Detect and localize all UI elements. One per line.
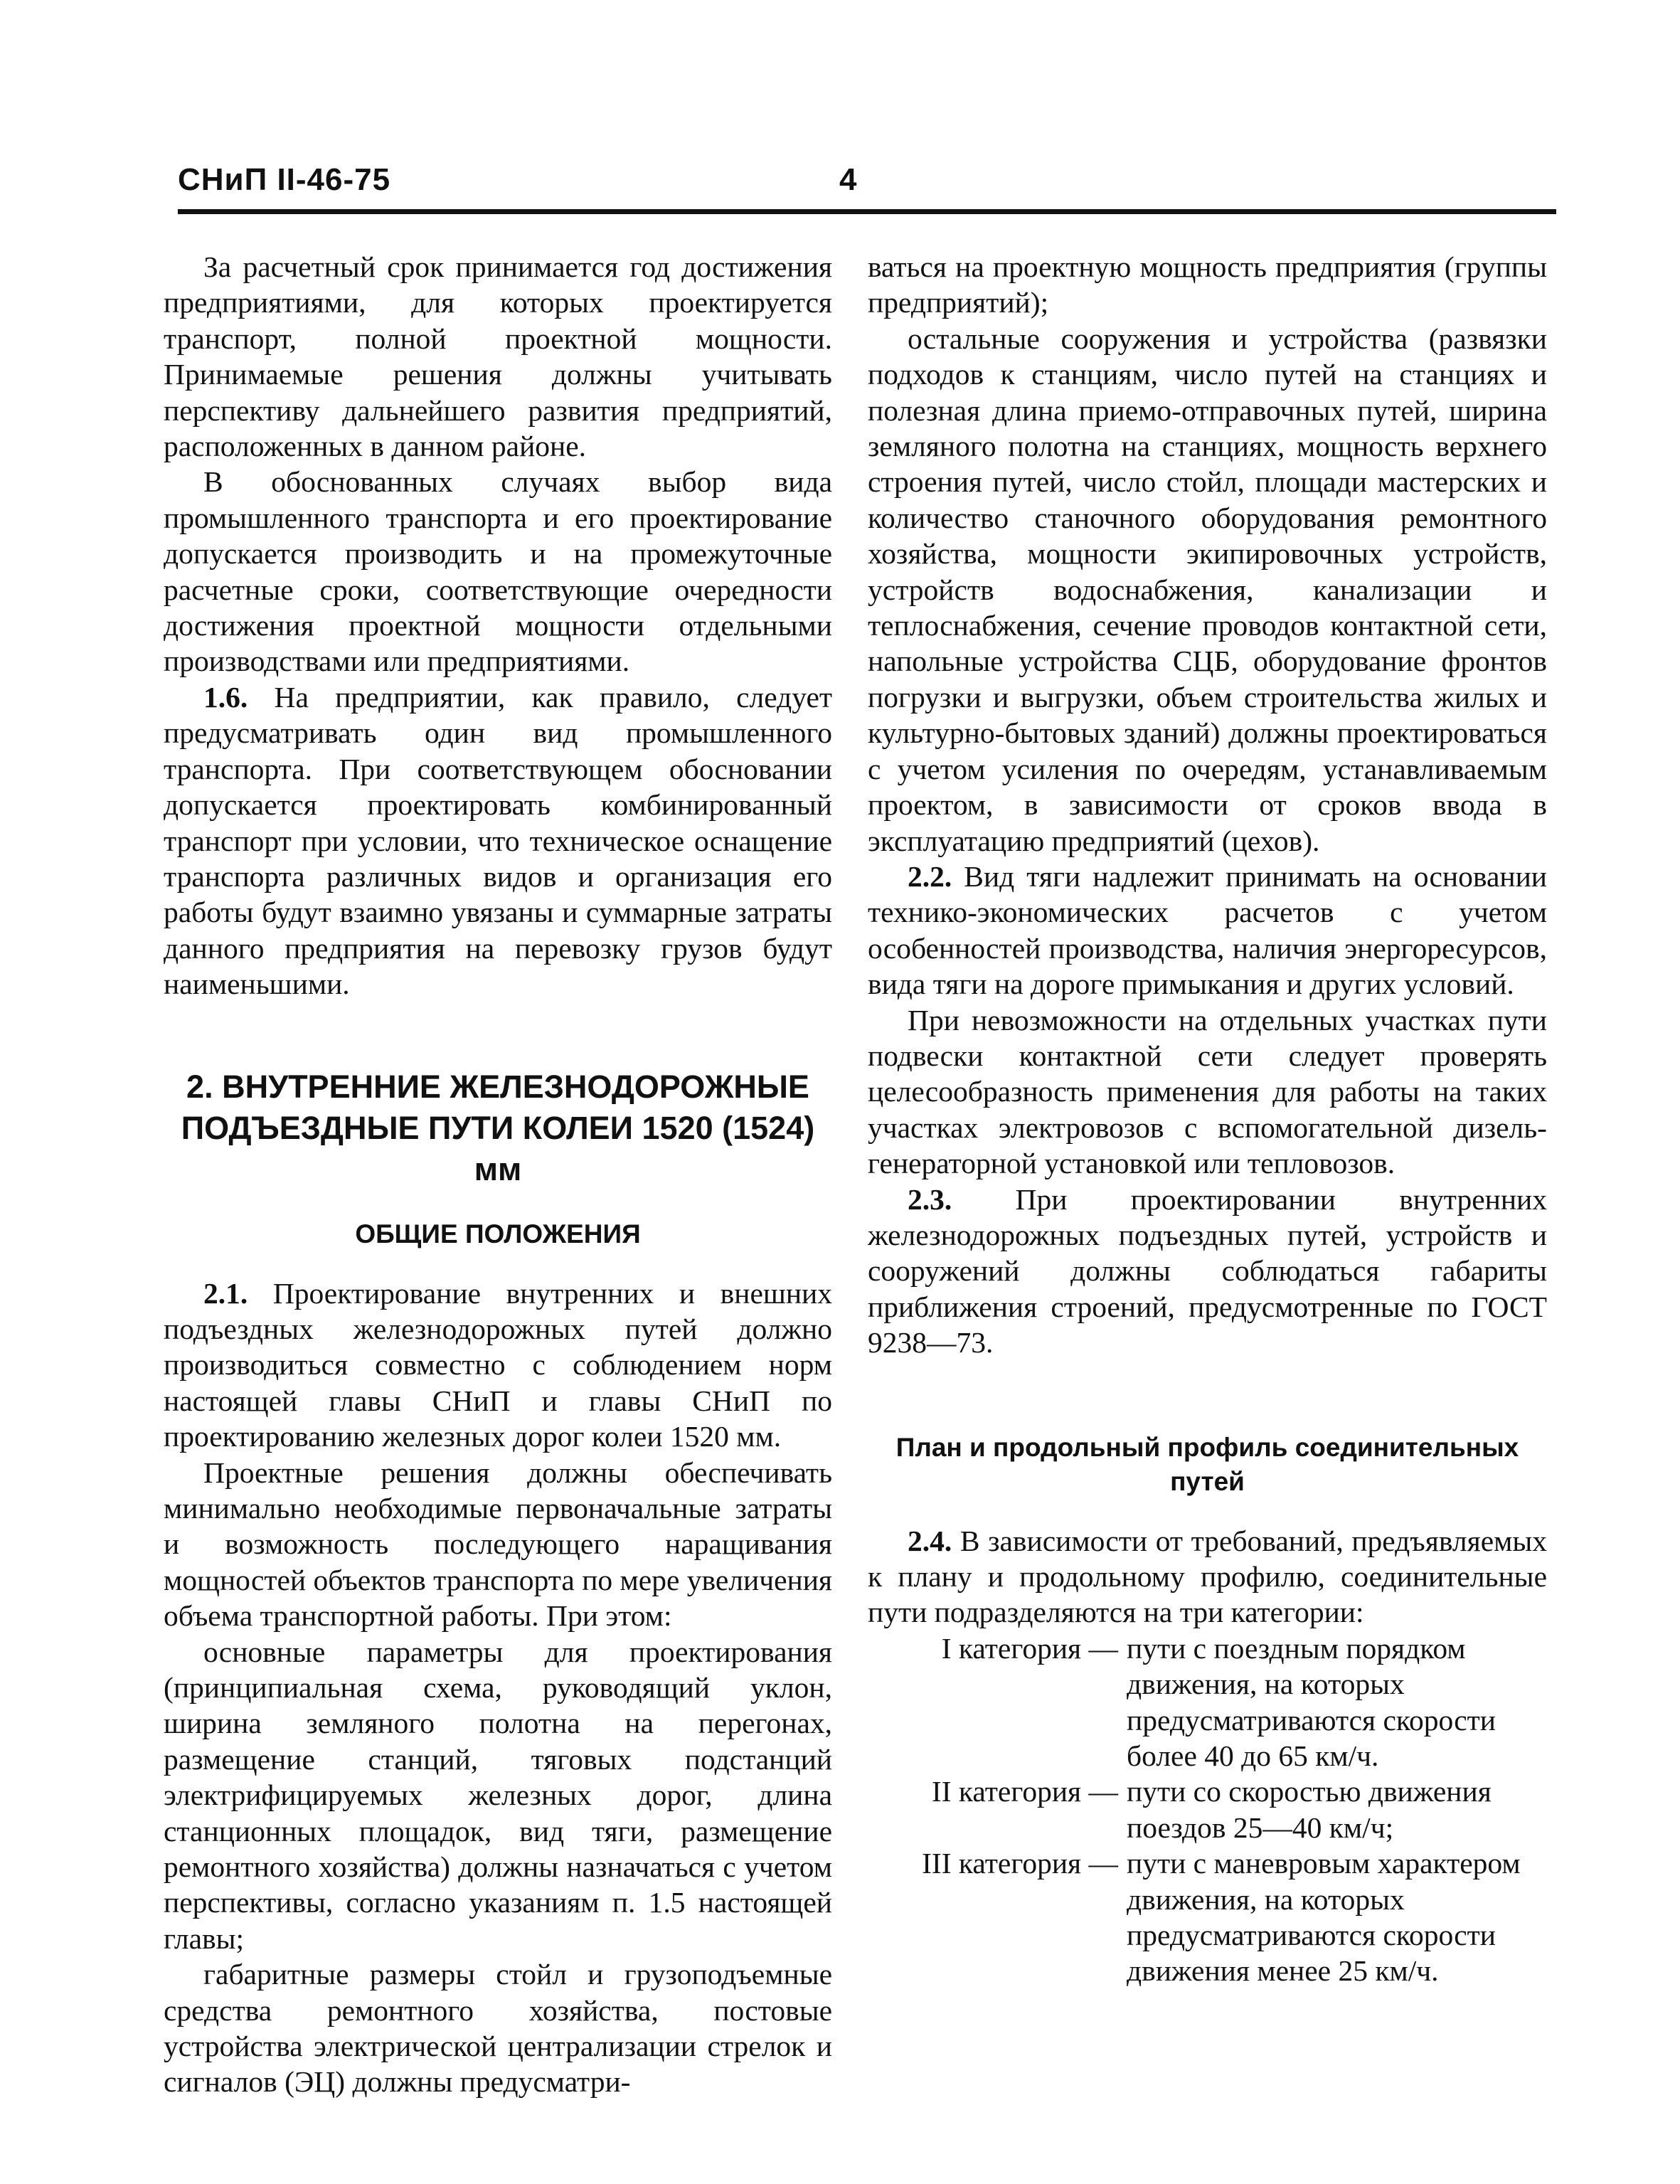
clause-text: При проектировании внутренних железнодорожных подъездных путей, устройств и сооружений должны соблюдаться габариты приближения строений, предусмотренные по ГОСТ 9238—73. [868, 1182, 1547, 1359]
document-code: СНиП II-46-75 [178, 162, 391, 197]
category-label: III категория — [922, 1847, 1118, 1880]
left-column [164, 249, 832, 2100]
paragraph: При невозможности на отдельных участках пути подвески контактной сети следует проверять целесообразность применения для работы на таких участках электровозов с вспомогательной дизель-генераторной установкой или тепловозов. [868, 1003, 1547, 1180]
category-label: II категория — [931, 1775, 1118, 1808]
clause-text: Проектирование внутренних и внешних подъездных железнодорожных путей должно производиться совместно с соблюдением норм настоящей главы СНиП и главы СНиП по проектированию железных дорог колеи 1520 мм. [164, 1276, 833, 1453]
category-text: пути с маневровым характером движения, на которых предусматриваются скорости движения менее 25 км/ч. [1127, 1847, 1521, 1988]
category-item [868, 1774, 1547, 1845]
clause-number: 2.2. [908, 859, 952, 893]
paragraph: остальные сооружения и устройства (развязки подходов к станциям, число путей на станциях и полезная длина приемо-отправочных путей, ширина земляного полотна на станциях, мощность верхнего строения путей, число стойл, площади мастерских и количество станочного оборудования ремонтного хозяйства, мощности экипировочных устройств, устройств водоснабжения, канализации и теплоснабжения, сечение проводов контактной сети, напольные устройства СЦБ, оборудование фронтов погрузки и выгрузки, объем строительства жилых и культурно-бытовых зданий) должны проектироваться с учетом усиления по очередям, устанавливаемым проектом, в зависимости от сроков ввода в эксплуатацию предприятий (цехов). [868, 322, 1547, 857]
paragraph: основные параметры для проектирования (принципиальная схема, руководящий уклон, ширина земляного полотна на перегонах, размещение станций, тяговых подстанций электрифицируемых железных дорог, длина станционных площадок, вид тяги, размещение ремонтного хозяйства) должны назначаться с учетом перспективы, согласно указаниям п. 1.5 настоящей главы; [164, 1635, 832, 1955]
paragraph-2-3 [868, 1182, 1547, 1361]
paragraph-1-6 [164, 679, 832, 1002]
clause-text: В зависимости от требований, предъявляемых к плану и продольному профилю, соединительные пути подразделяются на три категории: [868, 1524, 1548, 1629]
category-label: I категория — [941, 1631, 1118, 1665]
category-item [868, 1631, 1547, 1774]
subsection-title: План и продольный профиль соединительных путей [895, 1432, 1519, 1496]
paragraph: ваться на проектную мощность предприятия (группы предприятий); [868, 250, 1547, 319]
page-header [178, 162, 1556, 212]
clause-number: 2.3. [908, 1182, 952, 1216]
clause-number: 2.1. [203, 1276, 248, 1310]
subsection-title: ОБЩИЕ ПОЛОЖЕНИЯ [355, 1219, 641, 1249]
category-text: пути со скоростью движения поездов 25—40 км/ч; [1127, 1775, 1492, 1844]
category-text: пути с поездным порядком движения, на которых предусматриваются скорости более 40 до 65 км/ч. [1127, 1631, 1496, 1773]
category-item [868, 1845, 1547, 1989]
paragraph: В обоснованных случаях выбор вида промышленного транспорта и его проектирование допускается производить и на промежуточные расчетные сроки, соответствующие очередности достижения проектной мощности отдельными производствами или предприятиями. [164, 465, 832, 678]
paragraph-2-2 [868, 859, 1547, 1002]
paragraph: габаритные размеры стойл и грузоподъемные средства ремонтного хозяйства, постовые устройства электрической централизации стрелок и сигналов (ЭЦ) должны предусматри- [164, 1958, 832, 2099]
paragraph: Проектные решения должны обеспечивать минимально необходимые первоначальные затраты и возможность последующего наращивания мощностей объектов транспорта по мере увеличения объема транспортной работы. При этом: [164, 1456, 832, 1633]
section-title: 2. ВНУТРЕННИЕ ЖЕЛЕЗНОДОРОЖНЫЕ ПОДЪЕЗДНЫЕ ПУТИ КОЛЕИ 1520 (1524) мм [181, 1068, 815, 1187]
header-rule [178, 209, 1556, 214]
paragraph-2-4 [868, 1523, 1547, 1631]
clause-number: 2.4. [908, 1524, 952, 1557]
paragraph-2-1 [164, 1276, 832, 1455]
clause-number: 1.6. [203, 680, 248, 714]
clause-text: Вид тяги надлежит принимать на основании технико-экономических расчетов с учетом особенностей производства, наличия энергоресурсов, вида тяги на дороге примыкания и других условий. [868, 859, 1547, 1001]
page-number: 4 [839, 162, 857, 197]
clause-text: На предприятии, как правило, следует предусматривать один вид промышленного транспорта. При соответствующем обосновании допускается проектировать комбинированный транспорт при условии, что техническое оснащение транспорта различных видов и организация его работы будут взаимно увязаны и суммарные затраты данного предприятия на перевозку грузов будут наименьшими. [164, 680, 833, 1001]
paragraph: За расчетный срок принимается год достижения предприятиями, для которых проектируется транспорт, полной проектной мощности. Принимаемые решения должны учитывать перспективу дальнейшего развития предприятий, расположенных в данном районе. [164, 250, 832, 463]
right-column [868, 249, 1547, 1989]
